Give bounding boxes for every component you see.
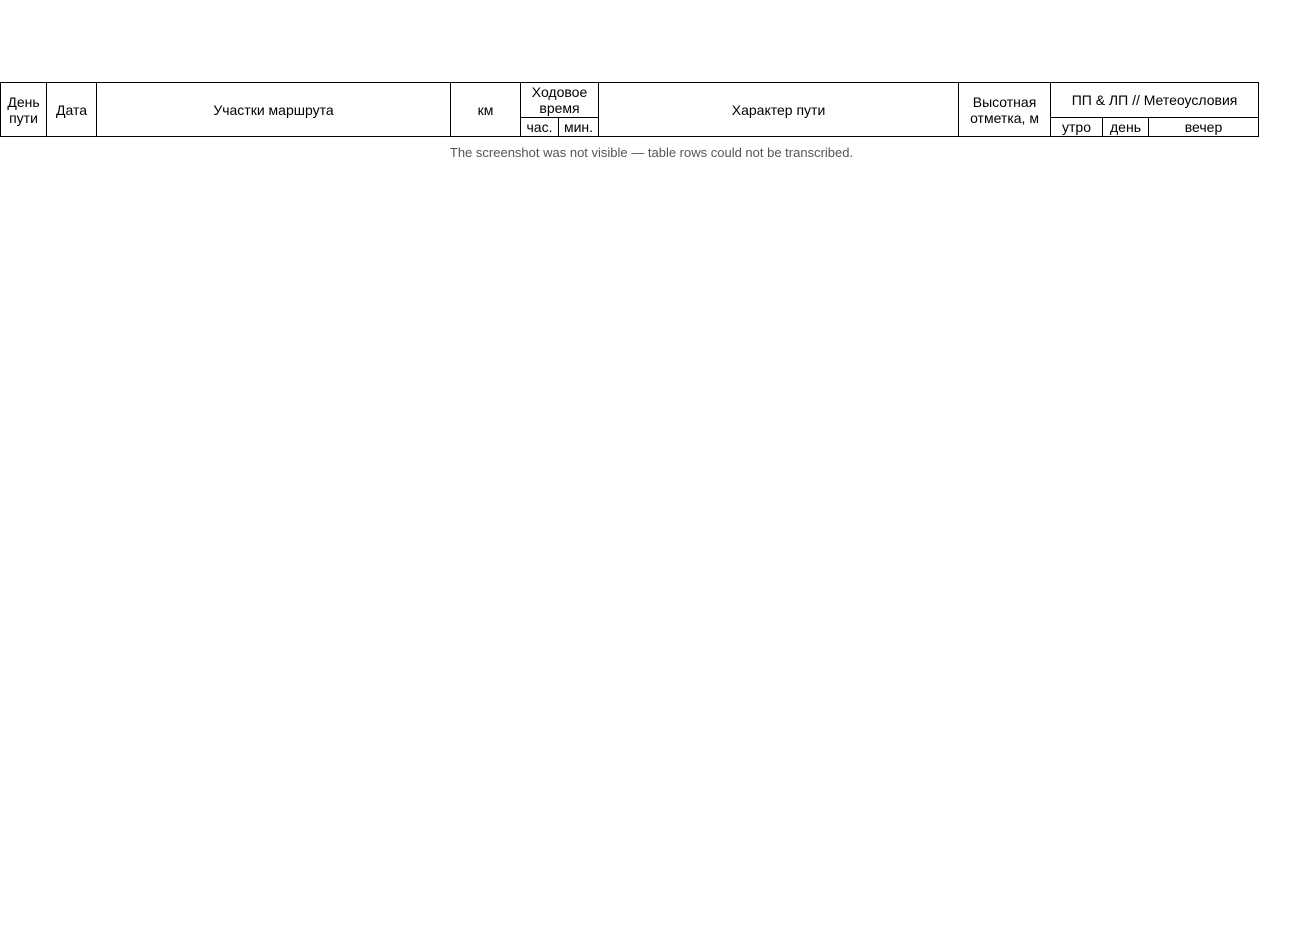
- header-minutes: мин.: [559, 118, 599, 137]
- header-hours: час.: [521, 118, 559, 137]
- header-walk-time: Ходовое время: [521, 83, 599, 118]
- route-table: [0, 82, 1259, 137]
- header-km: км: [451, 83, 521, 137]
- header-weather: ПП & ЛП // Метеоусловия: [1051, 83, 1259, 118]
- document-page: [0, 0, 1303, 168]
- header-path: Характер пути: [599, 83, 959, 137]
- notice: The screenshot was not visible — table rows could not be transcribed.: [449, 145, 854, 160]
- header-day: День пути: [1, 83, 47, 137]
- header-date: Дата: [47, 83, 97, 137]
- header-altitude: Высотная отметка, м: [959, 83, 1051, 137]
- header-evening: вечер: [1149, 118, 1259, 137]
- header-day-part: день: [1103, 118, 1149, 137]
- header-morning: утро: [1051, 118, 1103, 137]
- header-segments: Участки маршрута: [97, 83, 451, 137]
